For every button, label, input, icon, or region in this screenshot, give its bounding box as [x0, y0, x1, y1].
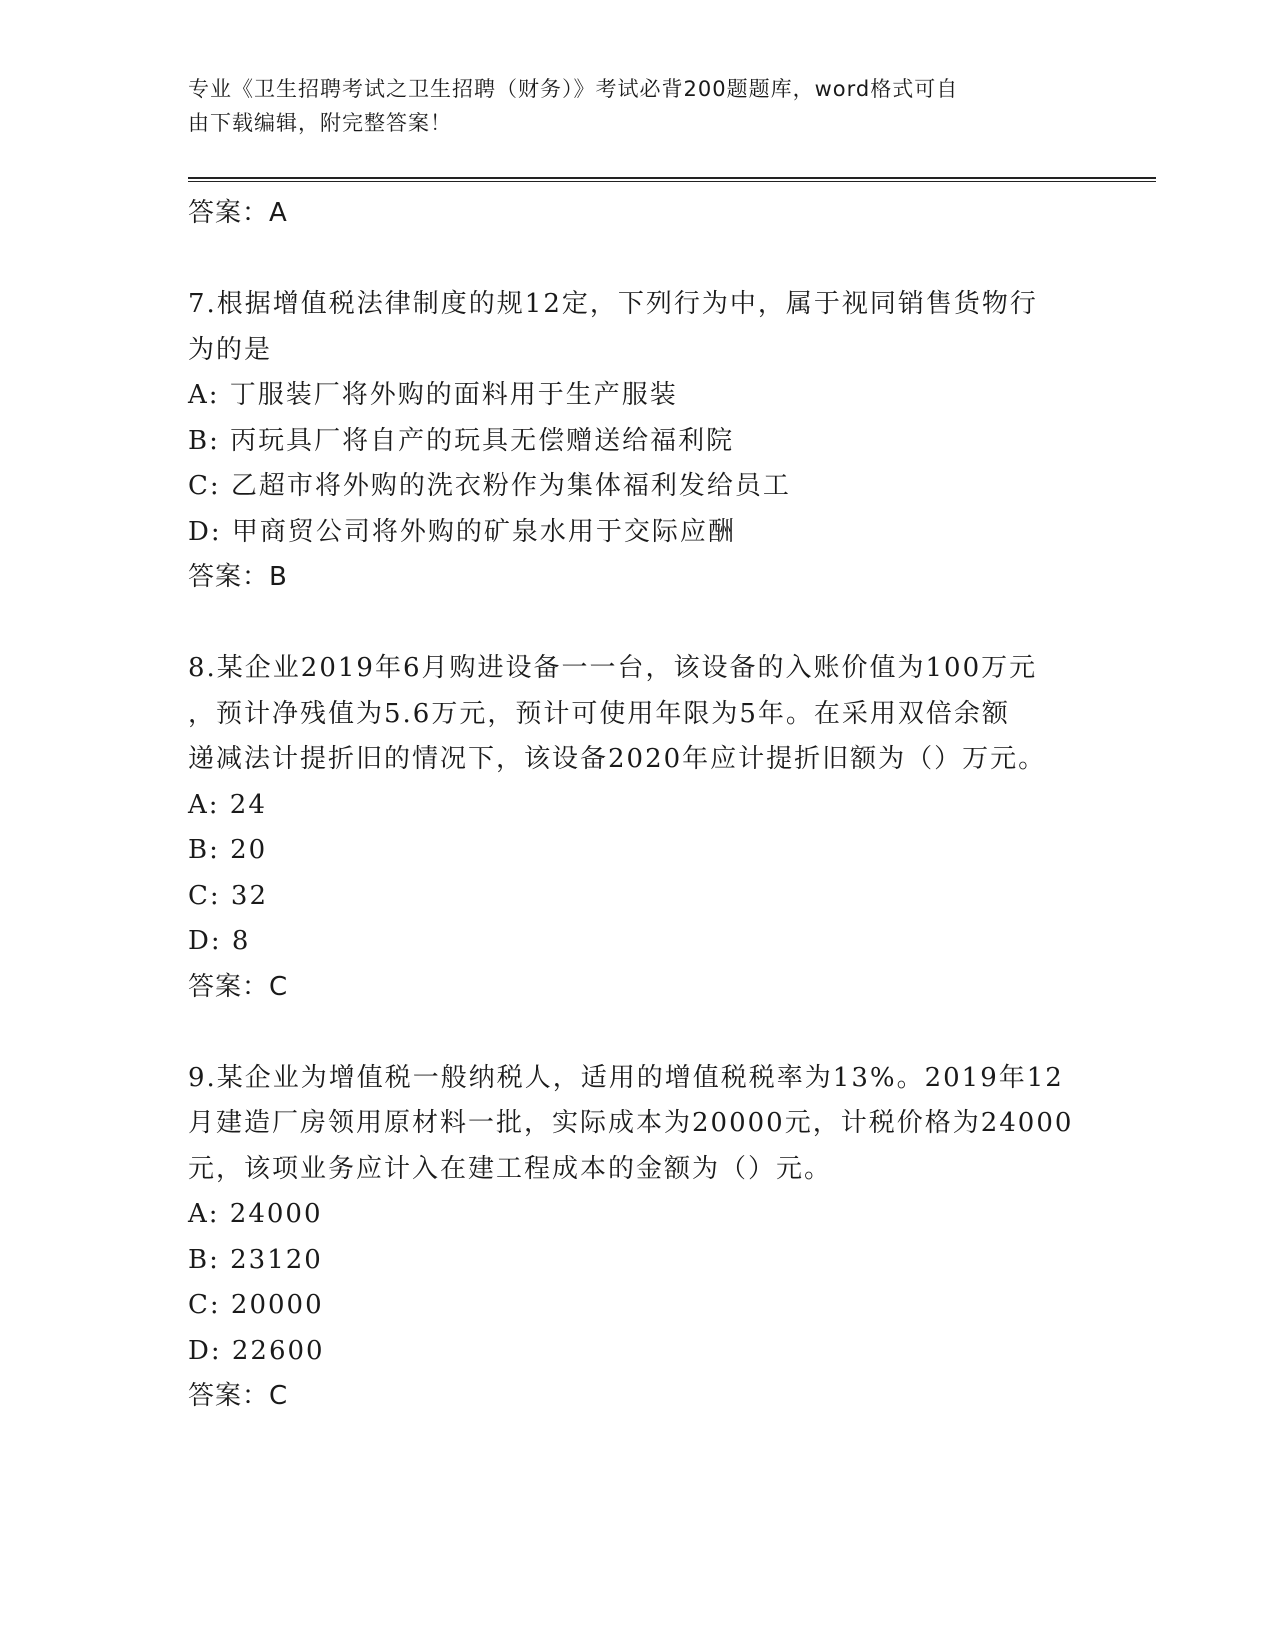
- question-block-9: [188, 1056, 1088, 1420]
- document-header: [188, 72, 1068, 140]
- document-body: [188, 191, 1088, 1420]
- spacer: [188, 237, 1088, 283]
- option-c: C: 乙超市将外购的洗衣粉作为集体福利发给员工: [188, 471, 791, 501]
- question-line: 8.某企业2019年6月购进设备一一台，该设备的入账价值为100万元: [188, 653, 1038, 683]
- question-line: ，预计净残值为5.6万元，预计可使用年限为5年。在采用双倍余额: [188, 698, 1010, 729]
- header-line-1: 专业《卫生招聘考试之卫生招聘（财务）》考试必背200题题库，word格式可自: [188, 77, 959, 101]
- question-line: 月建造厂房领用原材料一批，实际成本为20000元，计税价格为24000: [188, 1108, 1074, 1138]
- option-b: B: 23120: [188, 1244, 323, 1275]
- header-rule-thick: [188, 177, 1156, 179]
- option-a: A: 丁服装厂将外购的面料用于生产服装: [188, 380, 678, 410]
- question-line: 7.根据增值税法律制度的规12定，下列行为中，属于视同销售货物行: [188, 289, 1038, 319]
- answer-line: 答案：C: [188, 1381, 289, 1411]
- question-line: 为的是: [188, 334, 273, 365]
- option-d: D: 22600: [188, 1335, 325, 1366]
- answer-line: 答案：B: [188, 562, 288, 592]
- option-c: C: 20000: [188, 1290, 324, 1320]
- question-block-8: [188, 646, 1088, 1010]
- option-a: A: 24: [188, 789, 267, 820]
- question-line: 元，该项业务应计入在建工程成本的金额为（）元。: [188, 1153, 833, 1184]
- option-a: A: 24000: [188, 1199, 323, 1229]
- spacer: [188, 1010, 1088, 1056]
- question-line: 递减法计提折旧的情况下，该设备2020年应计提折旧额为（）万元。: [188, 744, 1047, 774]
- answer-line: 答案：C: [188, 971, 289, 1002]
- question-line: 9.某企业为增值税一般纳税人，适用的增值税税率为13%。2019年12: [188, 1062, 1064, 1093]
- option-c: C: 32: [188, 880, 269, 911]
- header-line-2: 由下载编辑，附完整答案！: [188, 111, 452, 135]
- answer-line: 答案：A: [188, 198, 288, 228]
- spacer: [188, 601, 1088, 647]
- option-d: D: 8: [188, 926, 251, 956]
- header-rule-thin: [188, 181, 1156, 182]
- option-d: D: 甲商贸公司将外购的矿泉水用于交际应酬: [188, 516, 736, 547]
- option-b: B: 20: [188, 835, 268, 865]
- option-b: B: 丙玩具厂将自产的玩具无偿赠送给福利院: [188, 425, 735, 456]
- question-block-7: [188, 282, 1088, 601]
